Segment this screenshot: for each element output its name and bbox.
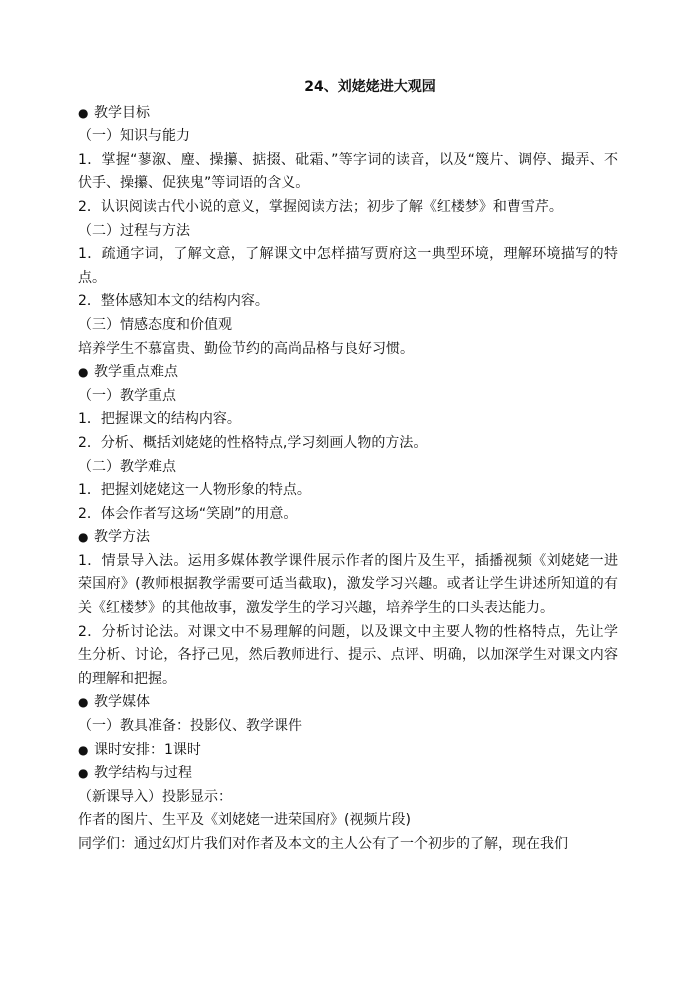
text-line: 2．分析讨论法。对课文中不易理解的问题，以及课文中主要人物的性格特点，先让学生分析、讨论，各抒己见，然后教师进行、提示、点评、明确，以加深学生对课文内容的理解和把握。 bbox=[78, 623, 618, 687]
text-line: 2．分析、概括刘姥姥的性格特点,学习刻画人物的方法。 bbox=[78, 434, 428, 451]
text-line: （新课导入）投影显示： bbox=[78, 788, 232, 805]
text-line: （一）教学重点 bbox=[78, 387, 176, 404]
section-heading: ● 教学目标 bbox=[78, 102, 618, 126]
section-heading: ● 教学结构与过程 bbox=[78, 762, 618, 786]
document-body bbox=[78, 102, 618, 857]
text-line: （三）情感态度和价值观 bbox=[78, 316, 232, 333]
section-heading: ● 课时安排：1课时 bbox=[78, 739, 618, 763]
section-heading: ● 教学方法 bbox=[78, 526, 618, 550]
section-heading: ● 教学重点难点 bbox=[78, 361, 618, 385]
text-line: 1．情景导入法。运用多媒体教学课件展示作者的图片及生平，插播视频《刘姥姥一进荣国府》(教师根据教学需要可适当截取)，激发学习兴趣。或者让学生讲述所知道的有关《红楼梦》的其他故事，激发学生的学习兴趣，培养学生的口头表达能力。 bbox=[78, 552, 618, 617]
document-title: 24、刘姥姥进大观园 bbox=[304, 79, 436, 95]
text-line: 2．认识阅读古代小说的意义，掌握阅读方法；初步了解《红楼梦》和曹雪芹。 bbox=[78, 198, 563, 215]
text-line: （二）教学难点 bbox=[78, 458, 176, 475]
text-line: （一）教具准备：投影仪、教学课件 bbox=[78, 718, 302, 735]
text-line: （二）过程与方法 bbox=[78, 222, 190, 239]
text-line: 1．疏通字词，了解文意，了解课文中怎样描写贾府这一典型环境，理解环境描写的特点。 bbox=[78, 246, 618, 286]
text-line: 同学们：通过幻灯片我们对作者及本文的主人公有了一个初步的了解，现在我们 bbox=[78, 836, 568, 852]
text-line: 1．把握刘姥姥这一人物形象的特点。 bbox=[78, 482, 311, 499]
text-line: 作者的图片、生平及《刘姥姥一进荣国府》(视频片段) bbox=[78, 812, 411, 829]
text-line: （一）知识与能力 bbox=[78, 128, 190, 145]
text-line: 1．把握课文的结构内容。 bbox=[78, 411, 241, 428]
section-heading: ● 教学媒体 bbox=[78, 691, 618, 715]
text-line: 2．体会作者写这场“笑剧”的用意。 bbox=[78, 505, 298, 522]
document-page bbox=[78, 76, 618, 857]
text-line: 2．整体感知本文的结构内容。 bbox=[78, 293, 269, 310]
text-line: 1．掌握“蓼溆、麈、操攥、掂掇、砒霜、”等字词的读音，以及“篾片、调停、撮弄、不伏手、操攥、促狭鬼”等词语的含义。 bbox=[78, 151, 618, 192]
text-line: 培养学生不慕富贵、勤俭节约的高尚品格与良好习惯。 bbox=[78, 340, 414, 357]
